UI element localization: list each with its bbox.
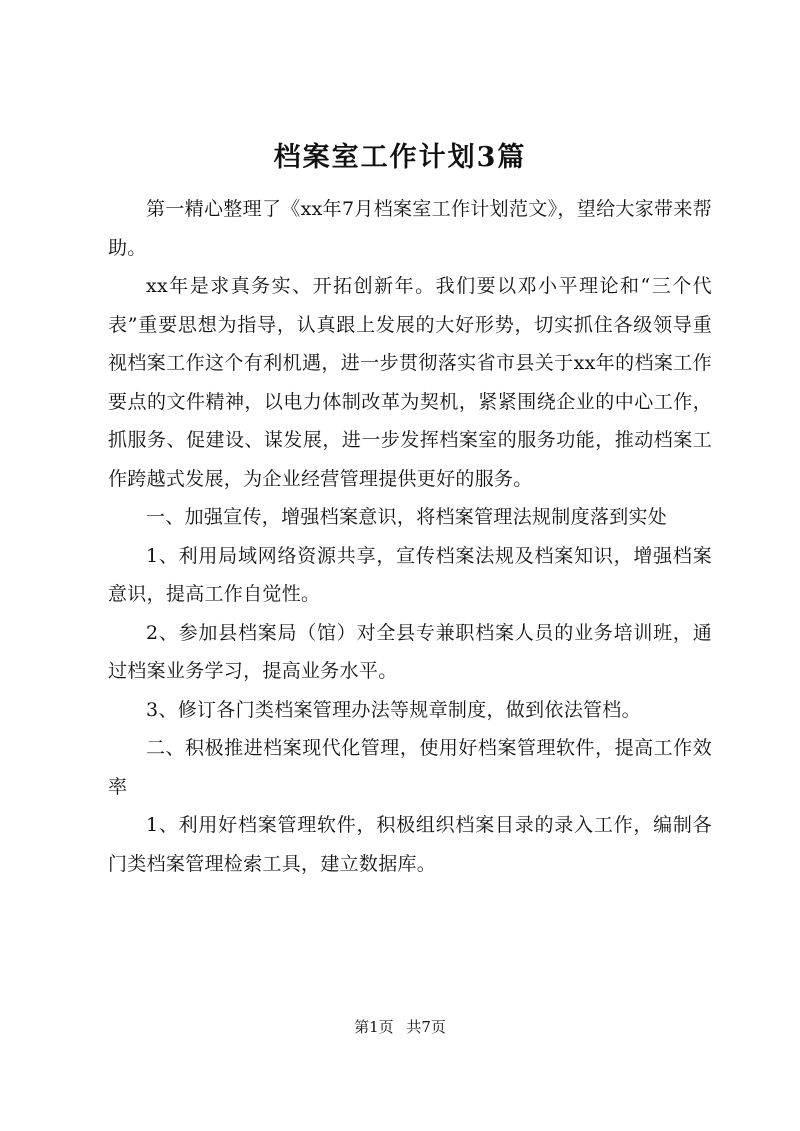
paragraph-intro: 第一精心整理了《xx年7月档案室工作计划范文》，望给大家带来帮助。 (108, 198, 712, 259)
document-title: 档案室工作计划3篇 (273, 142, 527, 173)
page-number-current: 第1页 (354, 1018, 394, 1036)
paragraph-overview: xx年是求真务实、开拓创新年。我们要以邓小平理论和“三个代表”重要思想为指导，认真跟上发展的大好形势，切实抓住各级领导重视档案工作这个有利机遇，进一步贯彻落实省市县关于xx年的档案工作要点的文件精神，以电力体制改革为契机，紧紧围绕企业的中心工作，抓服务、促建设、谋发展，进一步发挥档案室的服务功能，推动档案工作跨越式发展，为企业经营管理提供更好的服务。 (108, 275, 712, 490)
section-heading-2: 二、积极推进档案现代化管理，使用好档案管理软件，提高工作效率 (108, 737, 712, 798)
list-item: 1、利用好档案管理软件，积极组织档案目录的录入工作，编制各门类档案管理检索工具，建立数据库。 (108, 814, 712, 875)
list-item: 3、修订各门类档案管理办法等规章制度，做到依法管档。 (146, 698, 641, 721)
list-item: 2、参加县档案局（馆）对全县专兼职档案人员的业务培训班，通过档案业务学习，提高业务水平。 (108, 621, 712, 682)
document-body (108, 190, 712, 883)
page-number-total: 共7页 (406, 1018, 446, 1036)
page-footer (0, 1016, 800, 1038)
list-item: 1、利用局域网络资源共享，宣传档案法规及档案知识，增强档案意识，提高工作自觉性。 (108, 544, 712, 605)
section-heading-1: 一、加强宣传，增强档案意识，将档案管理法规制度落到实处 (146, 506, 668, 528)
